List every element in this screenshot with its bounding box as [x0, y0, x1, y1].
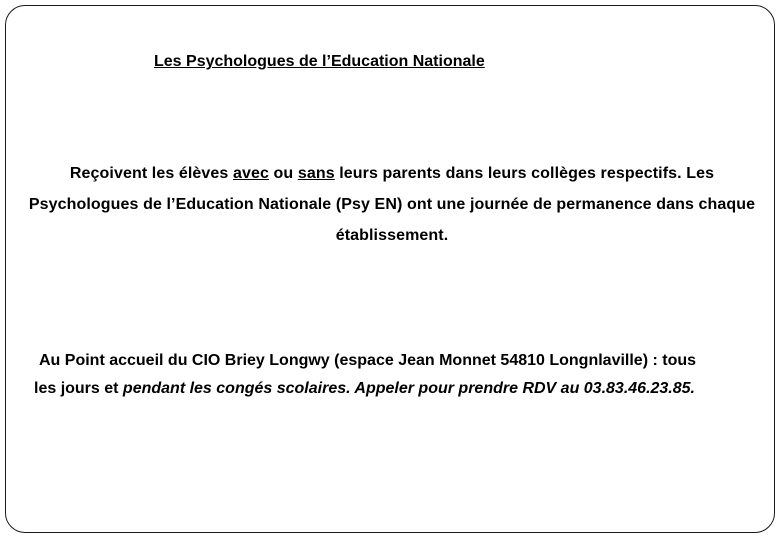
contact-line-2 [34, 375, 775, 403]
contact-line-1: Au Point accueil du CIO Briey Longwy (espace Jean Monnet 54810 Longnlaville) : tous [39, 352, 697, 369]
intro-paragraph [20, 158, 764, 251]
intro-text-2: ou [268, 165, 298, 182]
intro-underline-sans: sans [297, 165, 335, 182]
slide-frame [5, 5, 775, 533]
intro-underline-avec: avec [232, 165, 269, 182]
intro-text-1: Reçoivent les élèves [69, 165, 233, 182]
contact-line-2-italic: pendant les congés scolaires. Appeler pour prendre RDV au 03.83.46.23.85. [122, 380, 695, 397]
page-title: Les Psychologues de l’Education Nationale [154, 53, 485, 70]
intro-text-3: leurs parents dans leurs collèges respectifs. Les Psychologues de l’Education Nationale (Psy EN) ont une journée de permanence dans chaque établissement. [28, 165, 756, 244]
contact-line-2-normal: les jours et [34, 380, 123, 397]
contact-paragraph [34, 347, 775, 403]
